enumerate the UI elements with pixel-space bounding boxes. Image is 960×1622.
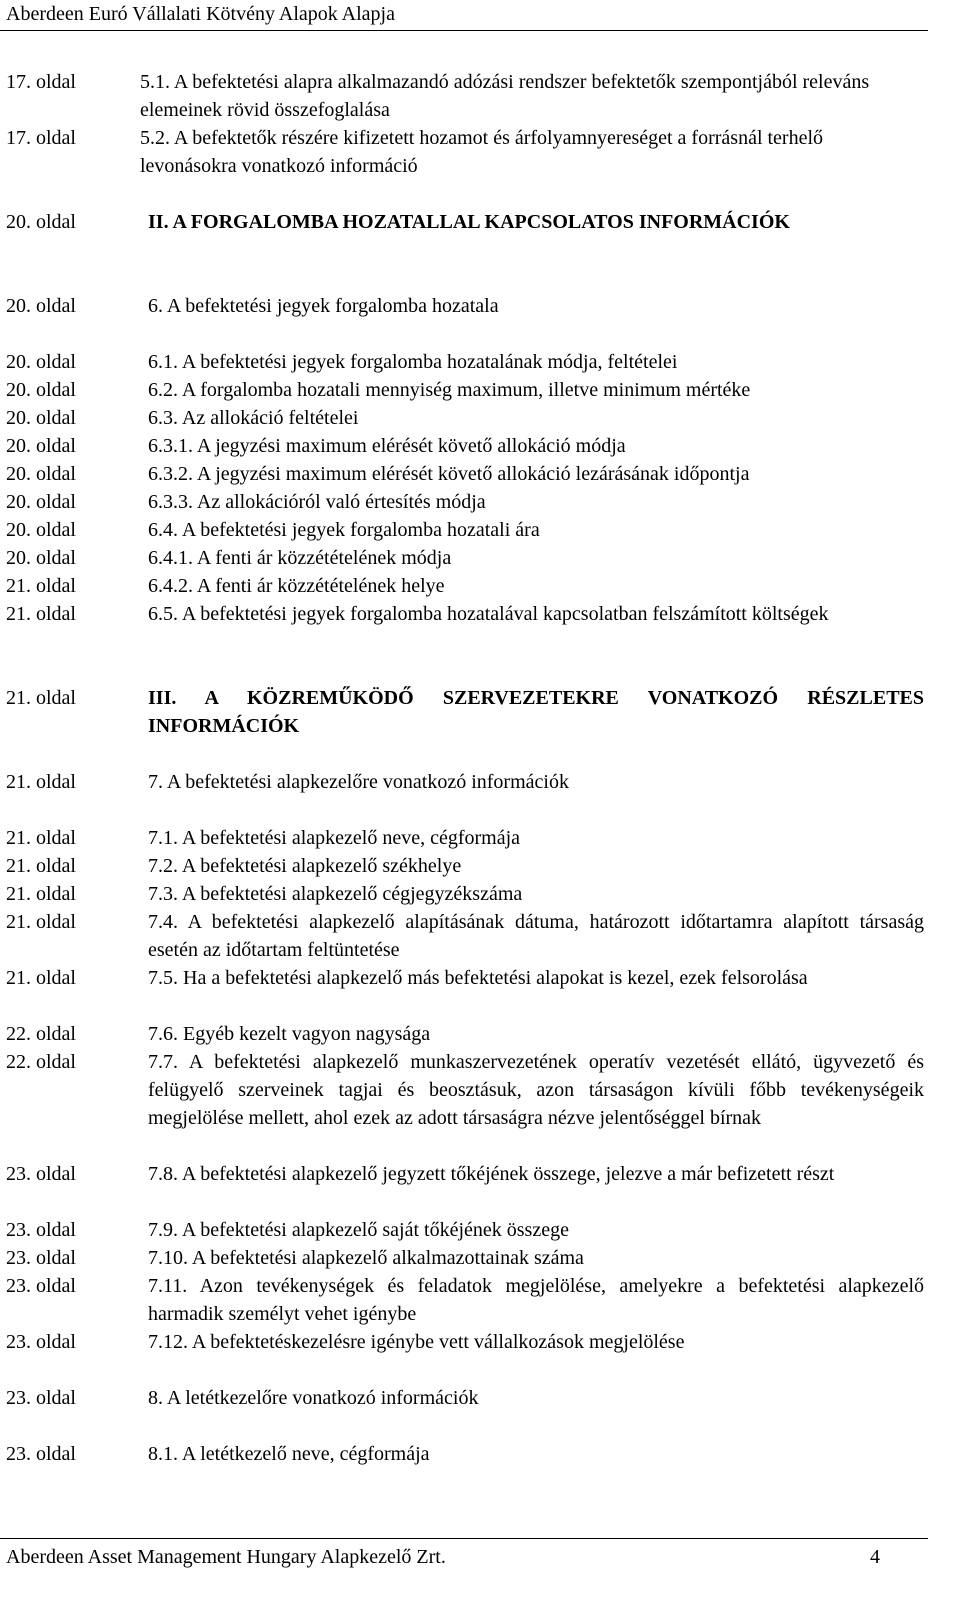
toc-entry-text: 8.1. A letétkezelő neve, cégformája <box>148 1443 430 1465</box>
toc-page-ref: 23. oldal <box>6 1331 76 1353</box>
toc-entry-text: II. A FORGALOMBA HOZATALLAL KAPCSOLATOS INFORMÁCIÓK <box>148 211 790 233</box>
footer-company-name: Aberdeen Asset Management Hungary Alapkezelő Zrt. <box>6 1546 446 1568</box>
toc-entry-text: 6.4. A befektetési jegyek forgalomba hozatali ára <box>148 519 540 541</box>
toc-page-ref: 17. oldal <box>6 127 76 149</box>
toc-page-ref: 20. oldal <box>6 491 76 513</box>
toc-page-ref: 20. oldal <box>6 463 76 485</box>
page-number: 4 <box>870 1546 880 1568</box>
toc-page-ref: 21. oldal <box>6 883 76 905</box>
toc-entry-text: 6.4.1. A fenti ár közzétételének módja <box>148 547 452 569</box>
toc-page-ref: 22. oldal <box>6 1051 76 1073</box>
toc-entry-text: 7.6. Egyéb kezelt vagyon nagysága <box>148 1023 431 1045</box>
toc-entry-text: 6.3.3. Az allokációról való értesítés módja <box>148 491 486 513</box>
toc-entry-text: 6.3.1. A jegyzési maximum elérését követő allokáció módja <box>148 435 626 457</box>
toc-entry-text: 7. A befektetési alapkezelőre vonatkozó információk <box>148 771 569 793</box>
toc-page-ref: 20. oldal <box>6 351 76 373</box>
toc-entry-text: 7.9. A befektetési alapkezelő saját tőkéjének összege <box>148 1219 569 1241</box>
page-footer <box>0 1538 928 1579</box>
toc-page-ref: 20. oldal <box>6 435 76 457</box>
toc-page-ref: 21. oldal <box>6 687 76 709</box>
toc-entry-text: 6.3. Az allokáció feltételei <box>148 407 359 429</box>
toc-page-ref: 23. oldal <box>6 1275 76 1297</box>
toc-entry-text: 6.3.2. A jegyzési maximum elérését követő allokáció lezárásának időpontja <box>148 463 750 485</box>
toc-page-ref: 21. oldal <box>6 827 76 849</box>
toc-page-ref: 23. oldal <box>6 1387 76 1409</box>
toc-page-ref: 23. oldal <box>6 1219 76 1241</box>
toc-entry-text: 5.1. A befektetési alapra alkalmazandó adózási rendszer befektetők szempontjából releváns elemeinek rövid összefoglalása <box>140 71 870 121</box>
document-title: Aberdeen Euró Vállalati Kötvény Alapok Alapja <box>6 3 395 25</box>
toc-page-ref: 20. oldal <box>6 547 76 569</box>
toc-page-ref: 21. oldal <box>6 967 76 989</box>
toc-page-ref: 21. oldal <box>6 911 76 933</box>
toc-entry-text: 7.10. A befektetési alapkezelő alkalmazottainak száma <box>148 1247 584 1269</box>
toc-entry-text: 7.1. A befektetési alapkezelő neve, cégformája <box>148 827 521 849</box>
toc-entry-text: 6.2. A forgalomba hozatali mennyiség maximum, illetve minimum mértéke <box>148 379 751 401</box>
toc-entry-text: 6.1. A befektetési jegyek forgalomba hozatalának módja, feltételei <box>148 351 678 373</box>
toc-entry-text: 7.8. A befektetési alapkezelő jegyzett tőkéjének összege, jelezve a már befizetett részt <box>148 1163 835 1185</box>
toc-page-ref: 22. oldal <box>6 1023 76 1045</box>
toc-entry-text: 7.3. A befektetési alapkezelő cégjegyzékszáma <box>148 883 523 905</box>
toc-page-ref: 21. oldal <box>6 575 76 597</box>
toc-entry-text: 6.5. A befektetési jegyek forgalomba hozatalával kapcsolatban felszámított költségek <box>148 603 829 625</box>
toc-entry-text: 7.11. Azon tevékenységek és feladatok megjelölése, amelyekre a befektetési alapkezelő harmadik személyt vehet igénybe <box>148 1275 924 1325</box>
toc-entry-text: 7.5. Ha a befektetési alapkezelő más befektetési alapokat is kezel, ezek felsorolása <box>148 967 808 989</box>
toc-entry-text: 8. A letétkezelőre vonatkozó információk <box>148 1387 479 1409</box>
toc-page-ref: 17. oldal <box>6 71 76 93</box>
toc-page-ref: 23. oldal <box>6 1163 76 1185</box>
toc-entry-text: 7.12. A befektetéskezelésre igénybe vett vállalkozások megjelölése <box>148 1331 685 1353</box>
toc-entry-text: III. A KÖZREMŰKÖDŐ SZERVEZETEKRE VONATKOZÓ RÉSZLETES INFORMÁCIÓK <box>148 687 924 737</box>
toc-entry-text: 7.2. A befektetési alapkezelő székhelye <box>148 855 462 877</box>
toc-page-ref: 21. oldal <box>6 771 76 793</box>
toc-page-ref: 20. oldal <box>6 519 76 541</box>
toc-page-ref: 20. oldal <box>6 295 76 317</box>
toc-page-ref: 21. oldal <box>6 855 76 877</box>
toc-page-ref: 20. oldal <box>6 211 76 233</box>
toc-entry-text: 6. A befektetési jegyek forgalomba hozatala <box>148 295 499 317</box>
toc-entry-text: 7.7. A befektetési alapkezelő munkaszervezetének operatív vezetését ellátó, ügyvezető és felügyelő szerveinek tagjai és beosztásuk, azon társaságon kívüli főbb tevékenységeik megjelölése mellett, ahol ezek az adott társaságra nézve jelentőséggel bírnak <box>148 1051 924 1129</box>
toc-page-ref: 23. oldal <box>6 1443 76 1465</box>
toc-page-ref: 23. oldal <box>6 1247 76 1269</box>
toc-page-ref: 20. oldal <box>6 407 76 429</box>
toc-entry-text: 6.4.2. A fenti ár közzétételének helye <box>148 575 445 597</box>
toc-entry-text: 5.2. A befektetők részére kifizetett hozamot és árfolyamnyereséget a forrásnál terhelő levonásokra vonatkozó információ <box>140 127 824 177</box>
toc-page-ref: 21. oldal <box>6 603 76 625</box>
toc-entry-text: 7.4. A befektetési alapkezelő alapításának dátuma, határozott időtartamra alapított társaság esetén az időtartam feltüntetése <box>148 911 924 961</box>
toc-page-ref: 20. oldal <box>6 379 76 401</box>
